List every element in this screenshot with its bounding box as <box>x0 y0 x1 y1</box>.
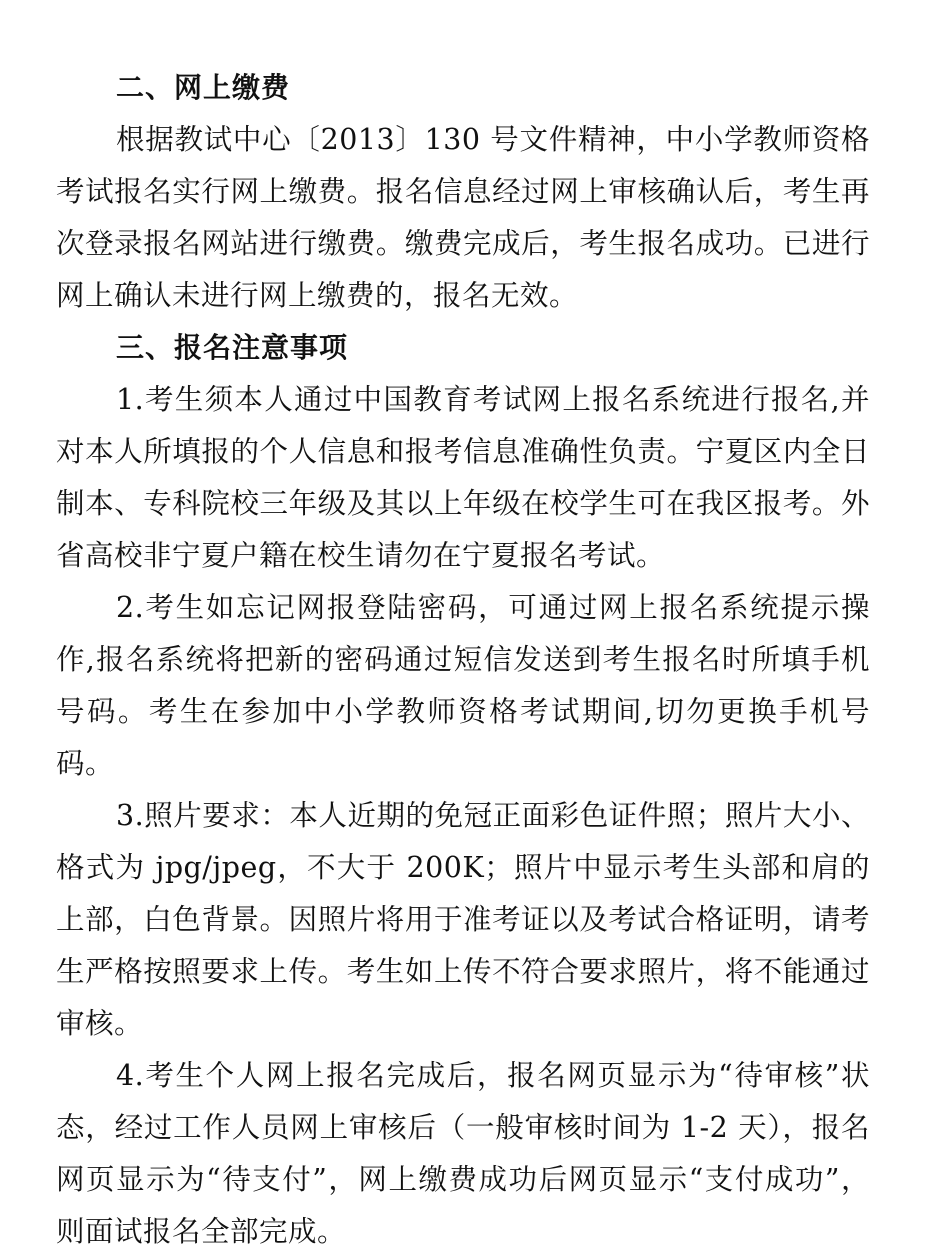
section-heading-registration-notes: 三、报名注意事项 <box>116 331 349 364</box>
paragraph-note-2: 2.考生如忘记网报登陆密码，可通过网上报名系统提示操作,报名系统将把新的密码通过短信发送到考生报名时所填手机号码。考生在参加中小学教师资格考试期间,切勿更换手机号码。 <box>56 591 870 780</box>
paragraph-note-1: 1.考生须本人通过中国教育考试网上报名系统进行报名,并对本人所填报的个人信息和报考信息准确性负责。宁夏区内全日制本、专科院校三年级及其以上年级在校学生可在我区报考。外省高校非宁夏户籍在校生请勿在宁夏报名考试。 <box>56 383 870 572</box>
document-page <box>56 62 870 1258</box>
paragraph-note-4: 4.考生个人网上报名完成后，报名网页显示为“待审核”状态，经过工作人员网上审核后（一般审核时间为 1-2 天），报名网页显示为“待支付”，网上缴费成功后网页显示“支付成功”，则面试报名全部完成。 <box>56 1059 870 1248</box>
paragraph-note-3: 3.照片要求：本人近期的免冠正面彩色证件照；照片大小、格式为 jpg/jpeg，不大于 200K；照片中显示考生头部和肩的上部，白色背景。因照片将用于准考证以及考试合格证明，请考生严格按照要求上传。考生如上传不符合要求照片，将不能通过审核。 <box>56 799 870 1040</box>
section-heading-online-payment: 二、网上缴费 <box>116 71 291 104</box>
paragraph-online-payment: 根据教试中心〔2013〕130 号文件精神，中小学教师资格考试报名实行网上缴费。报名信息经过网上审核确认后，考生再次登录报名网站进行缴费。缴费完成后，考生报名成功。已进行网上确认未进行网上缴费的，报名无效。 <box>56 123 870 312</box>
